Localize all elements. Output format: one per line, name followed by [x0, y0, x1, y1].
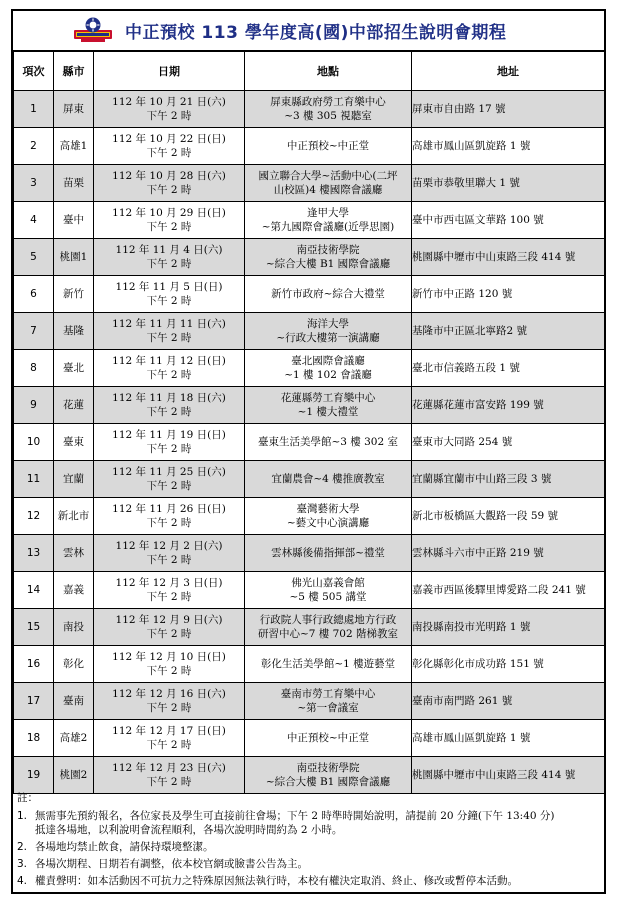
cell-no: 1 — [14, 91, 54, 128]
cell-date: 112 年 11 月 5 日(日) 下午 2 時 — [94, 276, 245, 313]
cell-venue: 新竹市政府~綜合大禮堂 — [245, 276, 412, 313]
header-address: 地址 — [412, 52, 605, 91]
note-item — [17, 840, 599, 854]
cell-venue: 屏東縣政府勞工育樂中心 ~3 樓 305 視聽室 — [245, 91, 412, 128]
cell-city: 新北市 — [54, 498, 94, 535]
cell-city: 臺東 — [54, 424, 94, 461]
note-text: 無需事先預約報名，各位家長及學生可直接前往會場；下午 2 時準時開始說明，請提前 20 分鐘(下午 13:40 分) 抵達各場地，以利說明會流程順利，各場次說明時間約為 2 小時。 — [35, 810, 555, 836]
cell-no: 8 — [14, 350, 54, 387]
table-row — [14, 387, 605, 424]
cell-date: 112 年 12 月 9 日(六) 下午 2 時 — [94, 609, 245, 646]
cell-city: 臺北 — [54, 350, 94, 387]
table-row — [14, 276, 605, 313]
cell-address: 南投縣南投市光明路 1 號 — [412, 609, 605, 646]
cell-address: 新北市板橋區大觀路一段 59 號 — [412, 498, 605, 535]
header-city: 縣市 — [54, 52, 94, 91]
cell-address: 雲林縣斗六市中正路 219 號 — [412, 535, 605, 572]
cell-venue: 行政院人事行政總處地方行政 研習中心~7 樓 702 階梯教室 — [245, 609, 412, 646]
cell-date: 112 年 11 月 25 日(六) 下午 2 時 — [94, 461, 245, 498]
cell-city: 嘉義 — [54, 572, 94, 609]
cell-address: 臺南市南門路 261 號 — [412, 683, 605, 720]
table-row — [14, 683, 605, 720]
cell-no: 14 — [14, 572, 54, 609]
cell-address: 桃園縣中壢市中山東路三段 414 號 — [412, 239, 605, 276]
cell-date: 112 年 12 月 16 日(六) 下午 2 時 — [94, 683, 245, 720]
cell-address: 基隆市中正區北寧路2 號 — [412, 313, 605, 350]
cell-date: 112 年 10 月 28 日(六) 下午 2 時 — [94, 165, 245, 202]
cell-no: 2 — [14, 128, 54, 165]
table-row — [14, 91, 605, 128]
notes-section — [17, 791, 599, 891]
header-date: 日期 — [94, 52, 245, 91]
cell-city: 南投 — [54, 609, 94, 646]
note-number: 1. — [17, 810, 28, 822]
cell-city: 苗栗 — [54, 165, 94, 202]
cell-address: 屏東市自由路 17 號 — [412, 91, 605, 128]
cell-address: 臺北市信義路五段 1 號 — [412, 350, 605, 387]
cell-venue: 彰化生活美學館~1 樓遊藝堂 — [245, 646, 412, 683]
cell-city: 臺中 — [54, 202, 94, 239]
document-frame — [11, 9, 606, 894]
cell-venue: 中正預校~中正堂 — [245, 720, 412, 757]
cell-date: 112 年 12 月 23 日(六) 下午 2 時 — [94, 757, 245, 794]
school-emblem-icon — [73, 16, 113, 44]
cell-no: 12 — [14, 498, 54, 535]
cell-venue: 逢甲大學 ~第九國際會議廳(近學思園) — [245, 202, 412, 239]
cell-date: 112 年 10 月 21 日(六) 下午 2 時 — [94, 91, 245, 128]
note-text: 權責聲明：如本活動因不可抗力之特殊原因無法執行時，本校有權決定取消、終止、修改或暫停本活動。 — [35, 875, 518, 887]
schedule-table — [13, 51, 605, 794]
cell-no: 4 — [14, 202, 54, 239]
table-row — [14, 572, 605, 609]
note-item — [17, 809, 599, 837]
table-row — [14, 461, 605, 498]
table-row — [14, 202, 605, 239]
cell-venue: 中正預校~中正堂 — [245, 128, 412, 165]
cell-city: 臺南 — [54, 683, 94, 720]
cell-city: 宜蘭 — [54, 461, 94, 498]
table-row — [14, 720, 605, 757]
table-row — [14, 498, 605, 535]
note-item — [17, 857, 599, 871]
cell-date: 112 年 11 月 26 日(日) 下午 2 時 — [94, 498, 245, 535]
cell-city: 花蓮 — [54, 387, 94, 424]
table-row — [14, 757, 605, 794]
table-row — [14, 424, 605, 461]
cell-no: 9 — [14, 387, 54, 424]
cell-address: 嘉義市西區後驛里博愛路二段 241 號 — [412, 572, 605, 609]
table-row — [14, 313, 605, 350]
cell-no: 6 — [14, 276, 54, 313]
page-title: 中正預校 113 學年度高(國)中部招生說明會期程 — [125, 23, 507, 43]
notes-heading: 註： — [17, 792, 38, 804]
cell-city: 新竹 — [54, 276, 94, 313]
title-row — [13, 11, 604, 51]
note-number: 4. — [17, 875, 28, 887]
cell-no: 16 — [14, 646, 54, 683]
cell-venue: 臺東生活美學館~3 樓 302 室 — [245, 424, 412, 461]
cell-no: 19 — [14, 757, 54, 794]
cell-venue: 南亞技術學院 ~綜合大樓 B1 國際會議廳 — [245, 239, 412, 276]
cell-city: 桃園2 — [54, 757, 94, 794]
cell-city: 高雄1 — [54, 128, 94, 165]
cell-address: 桃園縣中壢市中山東路三段 414 號 — [412, 757, 605, 794]
cell-address: 高雄市鳳山區凱旋路 1 號 — [412, 128, 605, 165]
cell-no: 15 — [14, 609, 54, 646]
cell-address: 新竹市中正路 120 號 — [412, 276, 605, 313]
cell-venue: 花蓮縣勞工育樂中心 ~1 樓大禮堂 — [245, 387, 412, 424]
cell-city: 彰化 — [54, 646, 94, 683]
cell-venue: 國立聯合大學~活動中心(二坪 山校區)4 樓國際會議廳 — [245, 165, 412, 202]
table-header-row — [14, 52, 605, 91]
table-row — [14, 609, 605, 646]
cell-address: 高雄市鳳山區凱旋路 1 號 — [412, 720, 605, 757]
cell-no: 3 — [14, 165, 54, 202]
cell-no: 5 — [14, 239, 54, 276]
cell-date: 112 年 11 月 18 日(六) 下午 2 時 — [94, 387, 245, 424]
cell-address: 臺中市西屯區文華路 100 號 — [412, 202, 605, 239]
cell-no: 10 — [14, 424, 54, 461]
table-row — [14, 646, 605, 683]
cell-address: 花蓮縣花蓮市富安路 199 號 — [412, 387, 605, 424]
cell-venue: 宜蘭農會~4 樓推廣教室 — [245, 461, 412, 498]
cell-date: 112 年 11 月 4 日(六) 下午 2 時 — [94, 239, 245, 276]
cell-address: 苗栗市恭敬里聯大 1 號 — [412, 165, 605, 202]
cell-city: 屏東 — [54, 91, 94, 128]
cell-venue: 臺南市勞工育樂中心 ~第一會議室 — [245, 683, 412, 720]
header-no: 項次 — [14, 52, 54, 91]
cell-address: 宜蘭縣宜蘭市中山路三段 3 號 — [412, 461, 605, 498]
cell-venue: 南亞技術學院 ~綜合大樓 B1 國際會議廳 — [245, 757, 412, 794]
cell-venue: 佛光山嘉義會館 ~5 樓 505 講堂 — [245, 572, 412, 609]
cell-city: 雲林 — [54, 535, 94, 572]
cell-venue: 雲林縣後備指揮部~禮堂 — [245, 535, 412, 572]
table-row — [14, 165, 605, 202]
cell-address: 彰化縣彰化市成功路 151 號 — [412, 646, 605, 683]
table-row — [14, 535, 605, 572]
cell-no: 17 — [14, 683, 54, 720]
note-number: 3. — [17, 858, 28, 870]
cell-city: 高雄2 — [54, 720, 94, 757]
cell-date: 112 年 11 月 19 日(日) 下午 2 時 — [94, 424, 245, 461]
cell-date: 112 年 11 月 12 日(日) 下午 2 時 — [94, 350, 245, 387]
cell-date: 112 年 12 月 17 日(日) 下午 2 時 — [94, 720, 245, 757]
table-row — [14, 239, 605, 276]
cell-date: 112 年 11 月 11 日(六) 下午 2 時 — [94, 313, 245, 350]
table-row — [14, 350, 605, 387]
note-text: 各場地均禁止飲食，請保持環境整潔。 — [35, 841, 214, 853]
header-venue: 地點 — [245, 52, 412, 91]
cell-no: 18 — [14, 720, 54, 757]
cell-venue: 臺灣藝術大學 ~藝文中心演講廳 — [245, 498, 412, 535]
cell-no: 11 — [14, 461, 54, 498]
table-row — [14, 128, 605, 165]
cell-date: 112 年 10 月 29 日(日) 下午 2 時 — [94, 202, 245, 239]
cell-no: 13 — [14, 535, 54, 572]
cell-address: 臺東市大同路 254 號 — [412, 424, 605, 461]
cell-date: 112 年 12 月 3 日(日) 下午 2 時 — [94, 572, 245, 609]
cell-date: 112 年 10 月 22 日(日) 下午 2 時 — [94, 128, 245, 165]
cell-date: 112 年 12 月 10 日(日) 下午 2 時 — [94, 646, 245, 683]
note-number: 2. — [17, 841, 28, 853]
cell-city: 基隆 — [54, 313, 94, 350]
note-item — [17, 874, 599, 888]
cell-venue: 海洋大學 ~行政大樓第一演講廳 — [245, 313, 412, 350]
cell-date: 112 年 12 月 2 日(六) 下午 2 時 — [94, 535, 245, 572]
note-text: 各場次期程、日期若有調整，依本校官網或臉書公告為主。 — [35, 858, 308, 870]
cell-no: 7 — [14, 313, 54, 350]
cell-city: 桃園1 — [54, 239, 94, 276]
cell-venue: 臺北國際會議廳 ~1 樓 102 會議廳 — [245, 350, 412, 387]
